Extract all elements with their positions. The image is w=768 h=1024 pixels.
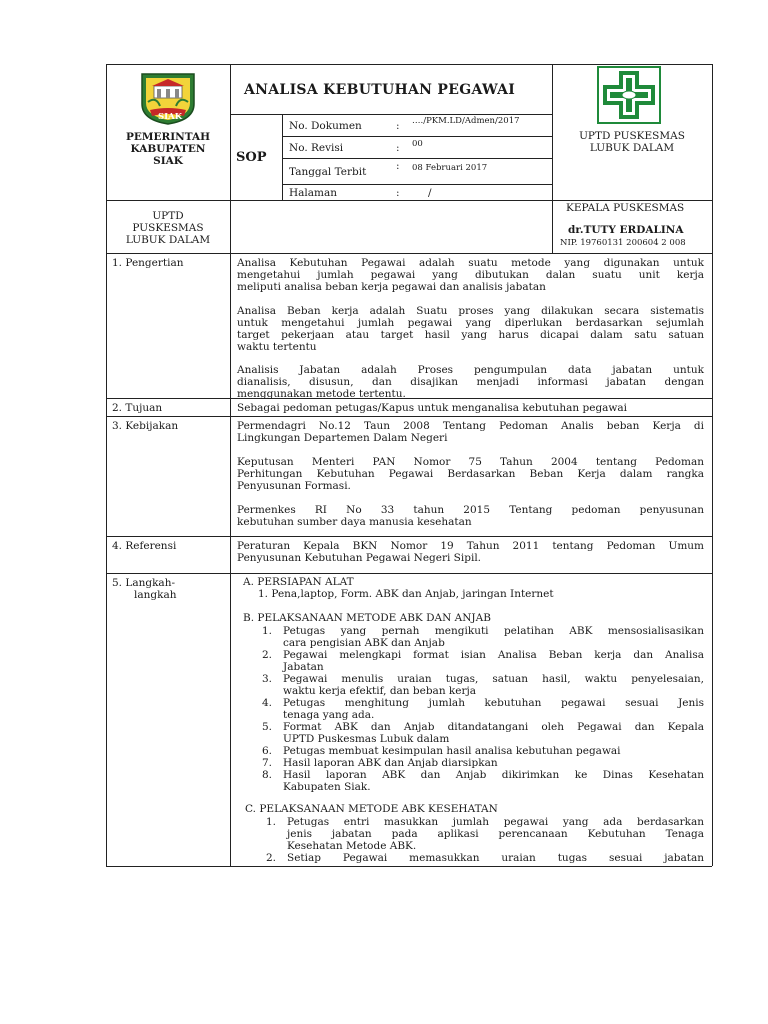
- tujuan-text: Sebagai pedoman petugas/Kapus untuk menganalisa kebutuhan pegawai: [237, 402, 628, 414]
- meta-label-tanggal: Tanggal Terbit: [289, 166, 367, 178]
- b-item-line: Jabatan: [283, 661, 324, 673]
- meta-sep-revisi: :: [396, 142, 400, 154]
- document-title: ANALISA KEBUTUHAN PEGAWAI: [244, 82, 516, 98]
- b-item-number: 5.: [262, 721, 273, 733]
- meta-value-dokumen: …./PKM.LD/Admen/2017: [412, 116, 520, 126]
- row-divider-4: [106, 573, 712, 574]
- org-right-line-1: UPTD PUSKESMAS: [579, 130, 685, 142]
- pengertian-p1-line: meliputi analisa beban kerja pegawai dan analisis jabatan: [237, 281, 546, 293]
- label-tujuan: 2. Tujuan: [112, 402, 163, 414]
- sign-name: dr.TUTY ERDALINA: [568, 224, 684, 236]
- section-a-item: 1. Pena,laptop, Form. ABK dan Anjab, jaringan Internet: [258, 588, 554, 600]
- b-item-line: Hasil laporan ABK dan Anjab dikirimkan ke Dinas Kesehatan: [283, 769, 704, 781]
- b-item-line: Hasil laporan ABK dan Anjab diarsipkan: [283, 757, 498, 769]
- b-item-number: 4.: [262, 697, 273, 709]
- c-item-line: Kesehatan Metode ABK.: [287, 840, 417, 852]
- sign-left-line-3: LUBUK DALAM: [125, 234, 211, 246]
- c-item-number: 2.: [266, 852, 277, 864]
- b-item-line: tenaga yang ada.: [283, 709, 375, 721]
- pengertian-p1-line: mengetahui jumlah pegawai yang dibutukan dalan suatu unit kerja: [237, 269, 704, 281]
- kebijakan-p3-line: kebutuhan sumber daya manusia kesehatan: [237, 516, 472, 528]
- meta-label-halaman: Halaman: [289, 187, 338, 199]
- table-border-right: [712, 64, 713, 866]
- b-item-line: waktu kerja efektif, dan beban kerja: [283, 685, 477, 697]
- b-item-line: Pegawai menulis uraian tugas, satuan hasil, waktu penyelesaian,: [283, 673, 704, 685]
- pengertian-p2-line: waktu tertentu: [237, 341, 317, 353]
- b-item-number: 3.: [262, 673, 273, 685]
- sign-nip: NIP. 19760131 200604 2 008: [560, 238, 686, 248]
- kebijakan-p3-line: Permenkes RI No 33 tahun 2015 Tentang pedoman penyusunan: [237, 504, 704, 516]
- header-divider: [106, 200, 712, 201]
- logo-left-text: SIAK: [158, 112, 183, 122]
- meta-label-revisi: No. Revisi: [289, 142, 344, 154]
- label-langkah-line-1: 5. Langkah-: [112, 577, 176, 589]
- b-item-line: Kabupaten Siak.: [283, 781, 371, 793]
- sop-divider: [282, 114, 283, 200]
- row-divider-1: [106, 398, 712, 399]
- meta-sep-dokumen: :: [396, 120, 400, 132]
- org-left-line-3: SIAK: [153, 155, 183, 167]
- kebijakan-p2-line: Penyusunan Formasi.: [237, 480, 351, 492]
- row-divider-2: [106, 416, 712, 417]
- b-item-line: UPTD Puskesmas Lubuk dalam: [283, 733, 450, 745]
- meta-value-tanggal: 08 Februari 2017: [412, 163, 488, 173]
- c-item-line: Petugas entri masukkan jumlah pegawai yang ada berdasarkan: [287, 816, 704, 828]
- kebijakan-p1-line: Permendagri No.12 Taun 2008 Tentang Pedoman Analis beban Kerja di: [237, 420, 704, 432]
- org-right-line-2: LUBUK DALAM: [589, 142, 675, 154]
- meta-value-halaman: /: [428, 187, 432, 199]
- section-c-title: C. PELAKSANAAN METODE ABK KESEHATAN: [245, 803, 498, 815]
- pengertian-p3-line: dianalisis, disusun, dan disajikan menjadi informasi jabatan dengan: [237, 376, 704, 388]
- section-a-title: A. PERSIAPAN ALAT: [243, 576, 354, 588]
- b-item-line: Petugas membuat kesimpulan hasil analisa kebutuhan pegawai: [283, 745, 621, 757]
- sop-label: SOP: [236, 150, 267, 165]
- pengertian-p2-line: Analisa Beban kerja adalah Suatu proses yang dilakukan secara sistematis: [237, 305, 704, 317]
- label-referensi: 4. Referensi: [112, 540, 177, 552]
- org-left-line-1: PEMERINTAH: [125, 131, 211, 143]
- b-item-line: cara pengisian ABK dan Anjab: [283, 637, 445, 649]
- b-item-number: 6.: [262, 745, 273, 757]
- b-item-number: 7.: [262, 757, 273, 769]
- b-item-line: Pegawai melengkapi format isian Analisa Beban kerja dan Analisa: [283, 649, 704, 661]
- column-divider-left: [230, 64, 231, 866]
- kebijakan-p1-line: Lingkungan Departemen Dalam Negeri: [237, 432, 448, 444]
- table-border-bottom: [106, 866, 712, 867]
- label-pengertian: 1. Pengertian: [112, 257, 184, 269]
- referensi-line: Peraturan Kepala BKN Nomor 19 Tahun 2011 tentang Pedoman Umum: [237, 540, 704, 552]
- b-item-number: 2.: [262, 649, 273, 661]
- b-item-line: Format ABK dan Anjab ditandatangani oleh Pegawai dan Kepala: [283, 721, 704, 733]
- table-border-top: [106, 64, 712, 65]
- sign-divider: [106, 253, 712, 254]
- b-item-number: 8.: [262, 769, 273, 781]
- referensi-line: Penyusunan Kebutuhan Pegawai Negeri Sipil.: [237, 552, 482, 564]
- pengertian-p3-line: menggunakan metode tertentu.: [237, 388, 406, 400]
- c-item-number: 1.: [266, 816, 277, 828]
- meta-sep-halaman: :: [396, 187, 400, 199]
- puskesmas-cross-logo: [597, 66, 661, 124]
- table-border-left: [106, 64, 107, 866]
- meta-line-1: [282, 136, 552, 137]
- sign-left-line-2: PUSKESMAS: [132, 222, 204, 234]
- sign-role: KEPALA PUSKESMAS: [566, 202, 685, 214]
- meta-line-3: [282, 184, 552, 185]
- b-item-number: 1.: [262, 625, 273, 637]
- b-item-line: Petugas yang pernah mengikuti pelatihan ABK mensosialisasikan: [283, 625, 704, 637]
- label-kebijakan: 3. Kebijakan: [112, 420, 179, 432]
- pengertian-p1-line: Analisa Kebutuhan Pegawai adalah suatu metode yang digunakan untuk: [237, 257, 704, 269]
- pengertian-p3-line: Analisis Jabatan adalah Proses pengumpulan data jabatan untuk: [237, 364, 704, 376]
- org-left-line-2: KABUPATEN: [130, 143, 206, 155]
- section-b-title: B. PELAKSANAAN METODE ABK DAN ANJAB: [243, 612, 491, 624]
- c-item-line: Setiap Pegawai memasukkan uraian tugas sesuai jabatan: [287, 852, 704, 864]
- meta-sep-tanggal: :: [396, 160, 400, 172]
- sign-left-line-1: UPTD: [152, 210, 184, 222]
- meta-label-dokumen: No. Dokumen: [289, 120, 362, 132]
- pengertian-p2-line: untuk mengetahui jumlah pegawai yang diperlukan berdasarkan sejumlah: [237, 317, 704, 329]
- kebijakan-p2-line: Keputusan Menteri PAN Nomor 75 Tahun 2004 tentang Pedoman: [237, 456, 704, 468]
- pengertian-p2-line: target pekerjaan atau target hasil yang harus dicapai dalam satu satuan: [237, 329, 704, 341]
- kebijakan-p2-line: Perhitungan Kebutuhan Pegawai Berdasarkan Beban Kerja dalam rangka: [237, 468, 704, 480]
- meta-line-2: [282, 158, 552, 159]
- c-item-line: jenis jabatan pada aplikasi perencanaan Kebutuhan Tenaga: [287, 828, 704, 840]
- row-divider-3: [106, 536, 712, 537]
- label-langkah-line-2: langkah: [134, 589, 177, 601]
- column-divider-right: [552, 64, 553, 253]
- b-item-line: Petugas menghitung jumlah kebutuhan pegawai sesuai Jenis: [283, 697, 704, 709]
- meta-value-revisi: 00: [412, 139, 423, 149]
